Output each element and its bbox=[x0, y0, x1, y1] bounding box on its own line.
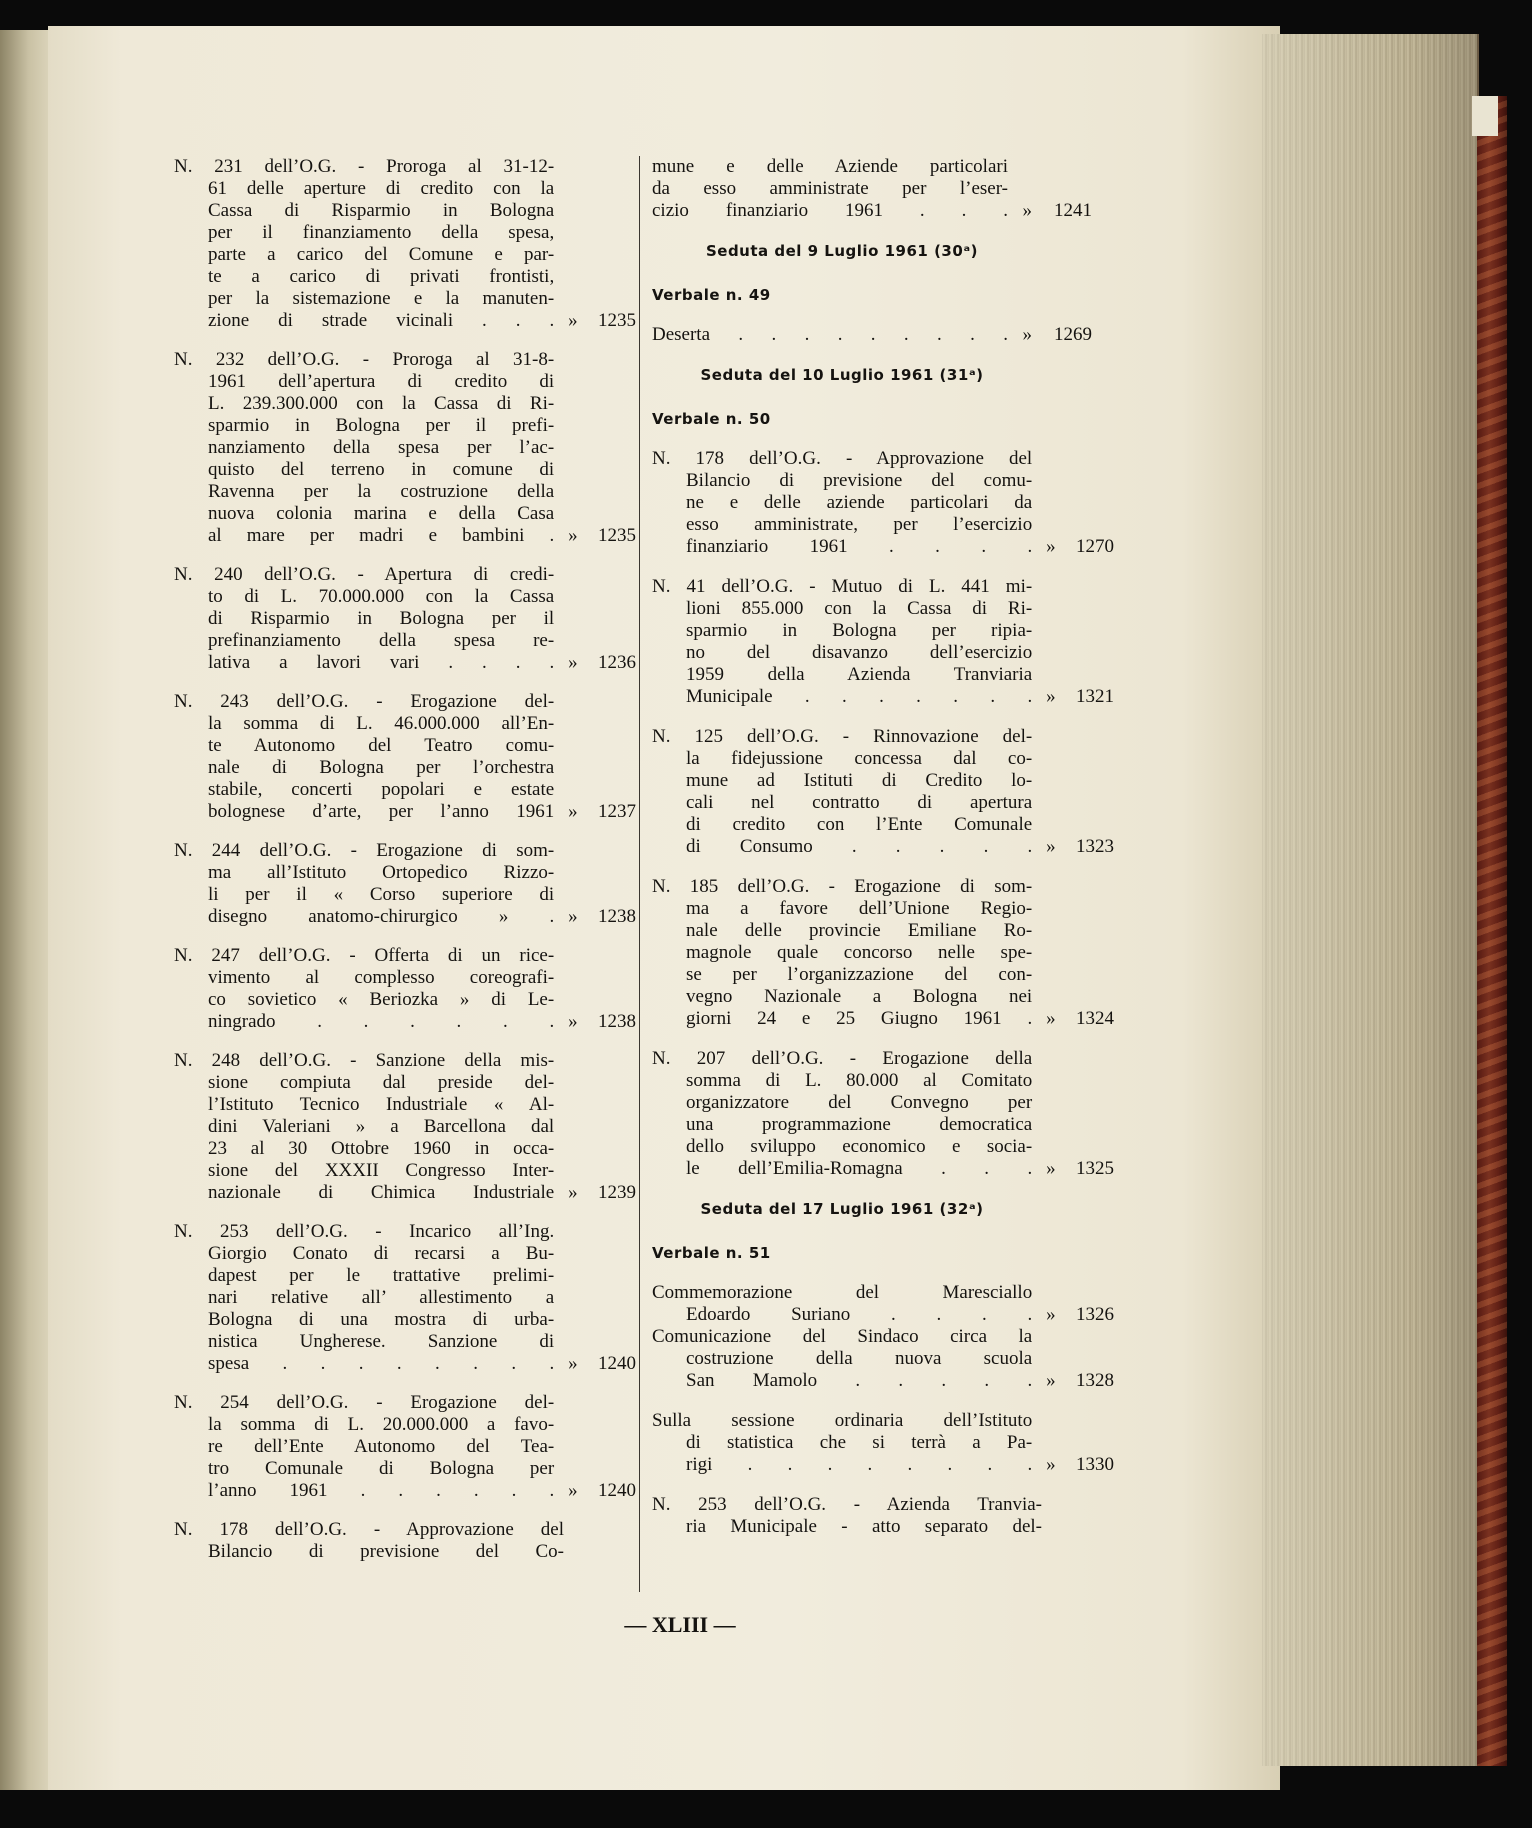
entry-text-line: rigi . . . . . . . . bbox=[686, 1454, 1033, 1475]
entry-text-line: N. 125 dell’O.G. - Rinnovazione del- bbox=[652, 726, 1033, 747]
index-entry bbox=[174, 840, 636, 928]
page-reference: 1241 bbox=[1054, 200, 1092, 221]
entry-text-line: N. 243 dell’O.G. - Erogazione del- bbox=[174, 691, 555, 712]
entry-text-line: al mare per madri e bambini . bbox=[208, 525, 555, 546]
entry-text-line: sparmio in Bologna per ripia- bbox=[686, 620, 1033, 641]
entry-text-line: di Risparmio in Bologna per il bbox=[208, 608, 555, 629]
entry-text-line: somma di L. 80.000 al Comitato bbox=[686, 1070, 1033, 1091]
page-reference: 1235 bbox=[598, 310, 636, 331]
index-entry bbox=[174, 691, 636, 823]
raquo-mark: » bbox=[1046, 1304, 1056, 1325]
index-entry bbox=[652, 1282, 1114, 1326]
entry-text-line: la somma di L. 46.000.000 all’En- bbox=[208, 713, 555, 734]
entry-text-line: nuova colonia marina e della Casa bbox=[208, 503, 555, 524]
entry-text-line: sione del XXXII Congresso Inter- bbox=[208, 1160, 555, 1181]
entry-text-line: una programmazione democratica bbox=[686, 1114, 1033, 1135]
entry-text-line: cali nel contratto di apertura bbox=[686, 792, 1033, 813]
raquo-mark: » bbox=[1046, 836, 1056, 857]
entry-text-line: sparmio in Bologna per il prefi- bbox=[208, 415, 555, 436]
entry-text-line: vegno Nazionale a Bologna nei bbox=[686, 986, 1033, 1007]
page-reference: 1270 bbox=[1076, 536, 1114, 557]
entry-text-line: di credito con l’Ente Comunale bbox=[686, 814, 1033, 835]
entry-text-line: l’Istituto Tecnico Industriale « Al- bbox=[208, 1094, 555, 1115]
entry-text-line: ningrado . . . . . . bbox=[208, 1011, 555, 1032]
entry-text-line: nari relative all’ allestimento a bbox=[208, 1287, 555, 1308]
index-entry bbox=[174, 1221, 636, 1375]
entry-text-line: se per l’organizzazione del con- bbox=[686, 964, 1033, 985]
book-page-edges bbox=[1262, 34, 1479, 1766]
entry-text-line: to di L. 70.000.000 con la Cassa bbox=[208, 586, 555, 607]
entry-text-line: N. 178 dell’O.G. - Approvazione del bbox=[174, 1519, 564, 1540]
session-heading: Seduta del 10 Luglio 1961 (31ᵃ) bbox=[700, 366, 984, 384]
page-reference: 1321 bbox=[1076, 686, 1114, 707]
entry-text-line: te a carico di privati frontisti, bbox=[208, 266, 555, 287]
entry-text-line: Municipale . . . . . . . bbox=[686, 686, 1033, 707]
entry-text-line: nazionale di Chimica Industriale bbox=[208, 1182, 555, 1203]
page-reference: 1240 bbox=[598, 1353, 636, 1374]
page-folio: — XLIII — bbox=[624, 1612, 736, 1637]
entry-text-line: N. 244 dell’O.G. - Erogazione di som- bbox=[174, 840, 555, 861]
entry-text-line: 1959 della Azienda Tranviaria bbox=[686, 664, 1033, 685]
page-reference: 1235 bbox=[598, 525, 636, 546]
entry-text-line: nistica Ungherese. Sanzione di bbox=[208, 1331, 555, 1352]
entry-text-line: dapest per le trattative prelimi- bbox=[208, 1265, 555, 1286]
index-entry bbox=[652, 1410, 1114, 1476]
entry-text-line: spesa . . . . . . . . bbox=[208, 1353, 555, 1374]
entry-text-line: mune e delle Aziende particolari bbox=[652, 156, 1008, 177]
entry-text-line: vimento al complesso coreografi- bbox=[208, 967, 555, 988]
entry-text-line: N. 185 dell’O.G. - Erogazione di som- bbox=[652, 876, 1033, 897]
page-reference: 1269 bbox=[1054, 324, 1092, 345]
entry-text-line: dini Valeriani » a Barcellona dal bbox=[208, 1116, 555, 1137]
raquo-mark: » bbox=[568, 1011, 578, 1032]
raquo-mark: » bbox=[568, 801, 578, 822]
entry-text-line: L. 239.300.000 con la Cassa di Ri- bbox=[208, 393, 555, 414]
entry-text-line: Sulla sessione ordinaria dell’Istituto bbox=[652, 1410, 1033, 1431]
entry-text-line: ne e delle aziende particolari da bbox=[686, 492, 1033, 513]
session-heading: Seduta del 9 Luglio 1961 (30ᵃ) bbox=[705, 242, 979, 260]
page-reference: 1237 bbox=[598, 801, 636, 822]
entry-text-line: no del disavanzo dell’esercizio bbox=[686, 642, 1033, 663]
index-entry bbox=[652, 876, 1114, 1030]
entry-text-line: da esso amministrate per l’eser- bbox=[652, 178, 1008, 199]
entry-text-line: Bilancio di previsione del comu- bbox=[686, 470, 1033, 491]
entry-text-line: li per il « Corso superiore di bbox=[208, 884, 555, 905]
entry-text-line: l’anno 1961 . . . . . . bbox=[208, 1480, 555, 1501]
entry-text-line: nanziamento della spesa per l’ac- bbox=[208, 437, 555, 458]
entry-text-line: Commemorazione del Maresciallo bbox=[652, 1282, 1033, 1303]
entry-text-line: N. 207 dell’O.G. - Erogazione della bbox=[652, 1048, 1033, 1069]
index-entry bbox=[652, 324, 1114, 346]
entry-text-line: N. 254 dell’O.G. - Erogazione del- bbox=[174, 1392, 555, 1413]
entry-text-line: stabile, concerti popolari e estate bbox=[208, 779, 555, 800]
index-entry bbox=[652, 156, 1114, 222]
page-reference: 1238 bbox=[598, 906, 636, 927]
right-column bbox=[652, 156, 1114, 1556]
entry-text-line: N. 253 dell’O.G. - Incarico all’Ing. bbox=[174, 1221, 555, 1242]
entry-text-line: N. 232 dell’O.G. - Proroga al 31-8- bbox=[174, 349, 555, 370]
entry-text-line: 1961 dell’apertura di credito di bbox=[208, 371, 555, 392]
entry-text-line: re dell’Ente Autonomo del Tea- bbox=[208, 1436, 555, 1457]
entry-text-line: ria Municipale - atto separato del- bbox=[686, 1516, 1042, 1537]
raquo-mark: » bbox=[1046, 1370, 1056, 1391]
session-heading: Seduta del 17 Luglio 1961 (32ᵃ) bbox=[700, 1200, 984, 1218]
page-reference: 1236 bbox=[598, 652, 636, 673]
entry-text-line: nale delle provincie Emiliane Ro- bbox=[686, 920, 1033, 941]
entry-text-line: N. 41 dell’O.G. - Mutuo di L. 441 mi- bbox=[652, 576, 1033, 597]
entry-text-line: Deserta . . . . . . . . . bbox=[652, 324, 1008, 345]
entry-text-line: Bologna di una mostra di urba- bbox=[208, 1309, 555, 1330]
entry-text-line: giorni 24 e 25 Giugno 1961 . bbox=[686, 1008, 1033, 1029]
entry-text-line: la fidejussione concessa dal co- bbox=[686, 748, 1033, 769]
entry-text-line: per la sistemazione e la manuten- bbox=[208, 288, 555, 309]
entry-text-line: prefinanziamento della spesa re- bbox=[208, 630, 555, 651]
entry-text-line: esso amministrate, per l’esercizio bbox=[686, 514, 1033, 535]
entry-text-line: lativa a lavori vari . . . . bbox=[208, 652, 555, 673]
page-reference: 1324 bbox=[1076, 1008, 1114, 1029]
column-divider bbox=[639, 156, 640, 1592]
raquo-mark: » bbox=[568, 1480, 578, 1501]
verbale-heading: Verbale n. 50 bbox=[652, 410, 771, 428]
entry-text-line: N. 248 dell’O.G. - Sanzione della mis- bbox=[174, 1050, 555, 1071]
raquo-mark: » bbox=[1022, 200, 1032, 221]
entry-text-line: Cassa di Risparmio in Bologna bbox=[208, 200, 555, 221]
entry-text-line: la somma di L. 20.000.000 a favo- bbox=[208, 1414, 555, 1435]
previous-page-edge bbox=[0, 30, 52, 1790]
entry-text-line: disegno anatomo-chirurgico » . bbox=[208, 906, 555, 927]
index-entry bbox=[174, 156, 636, 332]
index-entry bbox=[652, 726, 1114, 858]
entry-text-line: sione compiuta dal preside del- bbox=[208, 1072, 555, 1093]
page-reference: 1330 bbox=[1076, 1454, 1114, 1475]
entry-text-line: di statistica che si terrà a Pa- bbox=[686, 1432, 1033, 1453]
entry-text-line: zione di strade vicinali . . . bbox=[208, 310, 555, 331]
page-reference: 1325 bbox=[1076, 1158, 1114, 1179]
index-entry bbox=[174, 1519, 636, 1563]
entry-text-line: ma a favore dell’Unione Regio- bbox=[686, 898, 1033, 919]
entry-text-line: per il finanziamento della spesa, bbox=[208, 222, 555, 243]
page-reference: 1328 bbox=[1076, 1370, 1114, 1391]
index-entry bbox=[652, 1326, 1114, 1392]
entry-text-line: N. 178 dell’O.G. - Approvazione del bbox=[652, 448, 1033, 469]
page-reference: 1326 bbox=[1076, 1304, 1114, 1325]
entry-text-line: N. 240 dell’O.G. - Apertura di credi- bbox=[174, 564, 555, 585]
raquo-mark: » bbox=[1046, 1008, 1056, 1029]
entry-text-line: costruzione della nuova scuola bbox=[686, 1348, 1033, 1369]
left-column bbox=[174, 156, 636, 1580]
raquo-mark: » bbox=[1046, 686, 1056, 707]
entry-text-line: te Autonomo del Teatro comu- bbox=[208, 735, 555, 756]
entry-text-line: N. 231 dell’O.G. - Proroga al 31-12- bbox=[174, 156, 555, 177]
raquo-mark: » bbox=[568, 1353, 578, 1374]
entry-text-line: N. 247 dell’O.G. - Offerta di un rice- bbox=[174, 945, 555, 966]
entry-text-line: co sovietico « Beriozka » di Le- bbox=[208, 989, 555, 1010]
index-entry bbox=[174, 1392, 636, 1502]
index-entry bbox=[652, 448, 1114, 558]
entry-text-line: mune ad Istituti di Credito lo- bbox=[686, 770, 1033, 791]
page-reference: 1239 bbox=[598, 1182, 636, 1203]
entry-text-line: bolognese d’arte, per l’anno 1961 bbox=[208, 801, 555, 822]
page-reference: 1238 bbox=[598, 1011, 636, 1032]
raquo-mark: » bbox=[1046, 1454, 1056, 1475]
cover-corner bbox=[1472, 96, 1498, 136]
entry-text-line: tro Comunale di Bologna per bbox=[208, 1458, 555, 1479]
entry-text-line: magnole quale concorso nelle spe- bbox=[686, 942, 1033, 963]
verbale-heading: Verbale n. 49 bbox=[652, 286, 771, 304]
entry-text-line: Comunicazione del Sindaco circa la bbox=[652, 1326, 1033, 1347]
entry-text-line: nale di Bologna per l’orchestra bbox=[208, 757, 555, 778]
entry-text-line: lioni 855.000 con la Cassa di Ri- bbox=[686, 598, 1033, 619]
entry-text-line: dello sviluppo economico e socia- bbox=[686, 1136, 1033, 1157]
entry-text-line: Giorgio Conato di recarsi a Bu- bbox=[208, 1243, 555, 1264]
entry-text-line: di Consumo . . . . . bbox=[686, 836, 1033, 857]
raquo-mark: » bbox=[568, 906, 578, 927]
raquo-mark: » bbox=[568, 652, 578, 673]
entry-text-line: Bilancio di previsione del Co- bbox=[208, 1541, 564, 1562]
entry-text-line: 61 delle aperture di credito con la bbox=[208, 178, 555, 199]
verbale-heading: Verbale n. 51 bbox=[652, 1244, 771, 1262]
index-entry bbox=[652, 576, 1114, 708]
raquo-mark: » bbox=[568, 310, 578, 331]
page-reference: 1323 bbox=[1076, 836, 1114, 857]
entry-text-line: N. 253 dell’O.G. - Azienda Tranvia- bbox=[652, 1494, 1042, 1515]
index-entry bbox=[174, 945, 636, 1033]
index-entry bbox=[174, 349, 636, 547]
entry-text-line: organizzatore del Convegno per bbox=[686, 1092, 1033, 1113]
raquo-mark: » bbox=[1022, 324, 1032, 345]
entry-text-line: cizio finanziario 1961 . . . bbox=[652, 200, 1008, 221]
entry-text-line: le dell’Emilia-Romagna . . . bbox=[686, 1158, 1033, 1179]
raquo-mark: » bbox=[568, 525, 578, 546]
entry-text-line: parte a carico del Comune e par- bbox=[208, 244, 555, 265]
raquo-mark: » bbox=[1046, 536, 1056, 557]
raquo-mark: » bbox=[568, 1182, 578, 1203]
book-cover bbox=[1477, 96, 1507, 1766]
index-entry bbox=[652, 1494, 1114, 1538]
entry-text-line: Edoardo Suriano . . . . bbox=[686, 1304, 1033, 1325]
entry-text-line: finanziario 1961 . . . . bbox=[686, 536, 1033, 557]
entry-text-line: quisto del terreno in comune di bbox=[208, 459, 555, 480]
entry-text-line: Ravenna per la costruzione della bbox=[208, 481, 555, 502]
raquo-mark: » bbox=[1046, 1158, 1056, 1179]
page-reference: 1240 bbox=[598, 1480, 636, 1501]
index-entry bbox=[652, 1048, 1114, 1180]
entry-text-line: San Mamolo . . . . . bbox=[686, 1370, 1033, 1391]
entry-text-line: 23 al 30 Ottobre 1960 in occa- bbox=[208, 1138, 555, 1159]
index-entry bbox=[174, 1050, 636, 1204]
entry-text-line: ma all’Istituto Ortopedico Rizzo- bbox=[208, 862, 555, 883]
index-entry bbox=[174, 564, 636, 674]
